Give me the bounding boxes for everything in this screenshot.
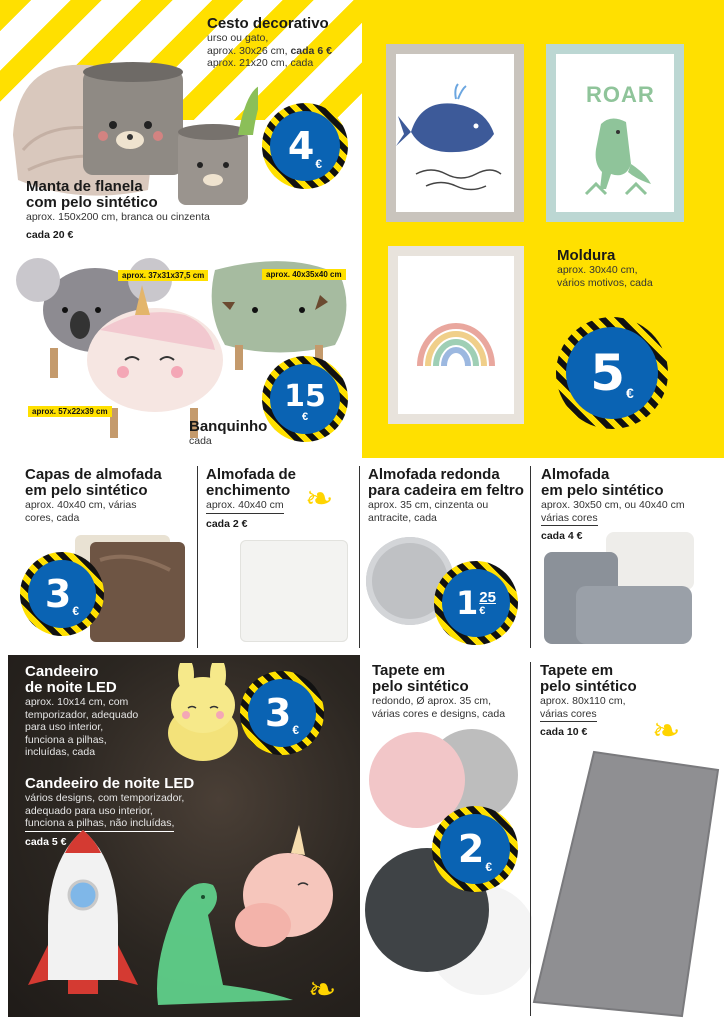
candeeiro1-desc-2: temporizador, adequado <box>25 708 139 721</box>
redonda-title-1: Almofada redonda <box>368 466 500 483</box>
tapete1-title-2: pelo sintético <box>372 678 469 695</box>
cesto-desc-2: aprox. 30x26 cm, cada 6 € <box>207 44 332 57</box>
banquinho-size-unicorn: aprox. 37x31x37,5 cm <box>118 270 208 281</box>
cesto-desc-1: urso ou gato, <box>207 32 269 44</box>
capas-desc-1: aprox. 40x40 cm, várias <box>25 499 137 511</box>
banquinho-price-badge: 15 € <box>262 356 348 442</box>
moldura-price-badge: 5 € <box>556 317 668 429</box>
cesto-title: Cesto decorativo <box>207 15 329 32</box>
almofada-title-2: em pelo sintético <box>541 482 664 499</box>
tapete2-title-2: pelo sintético <box>540 678 637 695</box>
tapete1-info <box>372 663 542 720</box>
cesto-info <box>207 16 357 70</box>
candeeiro1-desc-3: para uso interior, <box>25 721 104 733</box>
banquinho-desc: cada <box>189 435 212 447</box>
candeeiro2-desc-2: adequado para uso interior, <box>25 804 153 817</box>
candeeiro1-desc-1: aprox. 10x14 cm, com <box>25 696 129 708</box>
banquinho-size-koala: aprox. 57x22x39 cm <box>28 406 112 417</box>
candeeiro2-desc-3: funciona a pilhas, não incluídas, <box>25 817 174 832</box>
cesto-desc-3: aprox. 21x20 cm, cada <box>207 57 314 69</box>
roar-text: ROAR <box>586 82 655 107</box>
candeeiro1-desc-4: funciona a pilhas, <box>25 733 107 746</box>
maple-leaf-icon: ❧ <box>305 480 334 518</box>
divider-4 <box>530 662 531 1016</box>
moldura-title: Moldura <box>557 247 616 264</box>
tapete2-cada: cada 10 € <box>540 726 588 738</box>
plush-cushions-image <box>540 530 700 650</box>
banquinho-info <box>189 419 279 448</box>
banquinho-size-dino: aprox. 40x35x40 cm <box>262 269 346 280</box>
candeeiro2-cada: cada 5 € <box>25 835 67 848</box>
manta-cada: cada 20 € <box>26 228 74 241</box>
moldura-info <box>557 248 717 289</box>
capas-price-badge: 3 € <box>20 552 104 636</box>
tapete2-desc-2: várias cores <box>540 708 597 723</box>
candeeiro1-price-badge: 3 € <box>240 671 324 755</box>
almofada-cada: cada 4 € <box>541 530 583 542</box>
banquinho-title: Banquinho <box>189 418 268 435</box>
candeeiro1-info <box>25 664 175 759</box>
frame-rainbow <box>388 246 524 424</box>
tapete1-title-1: Tapete em <box>372 662 446 679</box>
led-lamps-image <box>23 805 343 1010</box>
tapete1-price-badge: 2 € <box>432 806 518 892</box>
capas-info <box>25 467 195 524</box>
redonda-desc-1: aprox. 35 cm, cinzenta ou <box>368 499 489 511</box>
manta-title-2: com pelo sintético <box>26 194 158 211</box>
manta-desc: aprox. 150x200 cm, branca ou cinzenta <box>26 211 210 223</box>
cesto-price-badge: 4 € <box>262 103 348 189</box>
enchimento-cada: cada 2 € <box>206 517 248 530</box>
enchimento-title-2: enchimento <box>206 482 291 499</box>
maple-leaf-icon-3: ❧ <box>652 712 681 750</box>
almofada-desc-1: aprox. 30x50 cm, ou 40x40 cm <box>541 499 685 511</box>
tapete1-desc-2: várias cores e designs, cada <box>372 707 506 720</box>
redonda-desc-2: antracite, cada <box>368 511 437 524</box>
enchimento-title-1: Almofada de <box>206 466 297 483</box>
maple-leaf-icon-2: ❧ <box>308 971 337 1009</box>
manta-title-1: Manta de flanela <box>26 178 143 195</box>
tapete2-desc-1: aprox. 80x110 cm, <box>540 695 626 707</box>
tapete1-desc-1: redondo, Ø aprox. 35 cm, <box>372 695 492 707</box>
candeeiro2-desc-1: vários designs, com temporizador, <box>25 792 185 804</box>
moldura-desc-1: aprox. 30x40 cm, <box>557 264 638 276</box>
led-panel <box>8 655 360 1017</box>
divider-3 <box>530 466 531 648</box>
tapete2-title-1: Tapete em <box>540 662 614 679</box>
almofada-desc-2: várias cores <box>541 512 598 527</box>
rect-rug-image <box>532 750 720 1020</box>
redonda-price-badge: 1 25 € <box>434 561 518 645</box>
redonda-info <box>368 467 528 524</box>
manta-info <box>26 179 346 242</box>
capas-title-2: em pelo sintético <box>25 482 148 499</box>
enchimento-desc: aprox. 40x40 cm <box>206 499 284 514</box>
divider-1 <box>197 466 198 648</box>
candeeiro1-title-1: Candeeiro <box>25 663 99 680</box>
redonda-title-2: para cadeira em feltro <box>368 482 524 499</box>
candeeiro1-title-2: de noite LED <box>25 679 117 696</box>
almofada-title-1: Almofada <box>541 466 610 483</box>
capas-desc-2: cores, cada <box>25 511 80 524</box>
candeeiro2-title: Candeeiro de noite LED <box>25 775 195 792</box>
tapete2-info <box>540 663 720 739</box>
candeeiro1-desc-5: incluídas, cada <box>25 746 96 758</box>
frame-dino <box>546 44 684 222</box>
divider-2 <box>359 466 360 648</box>
moldura-desc-2: vários motivos, cada <box>557 276 653 289</box>
capas-title-1: Capas de almofada <box>25 466 162 483</box>
filler-pillow-image <box>240 540 348 642</box>
frame-whale <box>386 44 524 222</box>
